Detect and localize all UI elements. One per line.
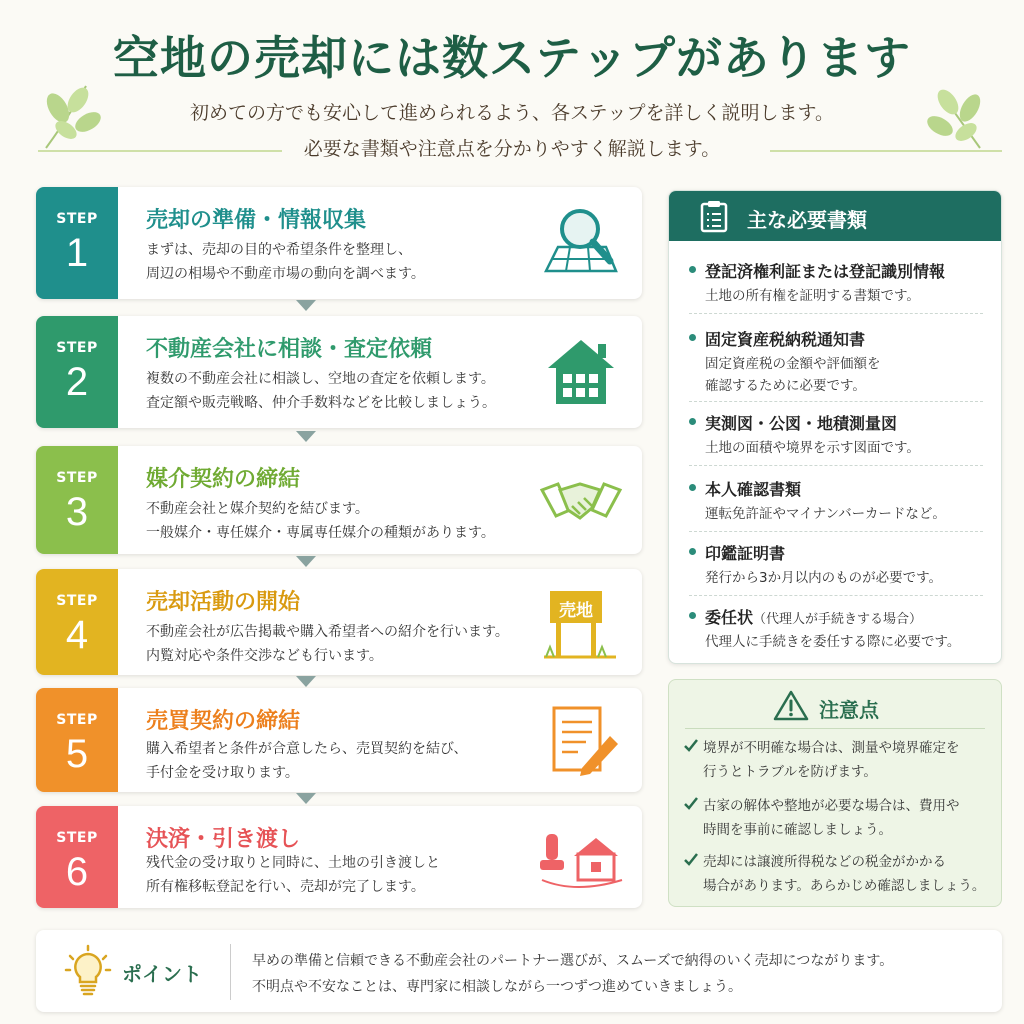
leaf-right-icon <box>900 82 990 150</box>
step-arrow <box>296 676 316 687</box>
point-label: ポイント <box>122 962 202 986</box>
page-title: 空地の売却には数ステップがあります <box>112 31 912 85</box>
step-desc-line-2: 査定額や販売戦略、仲介手数料などを比較しましょう。 <box>146 395 496 411</box>
step-desc-line-1: まずは、売却の目的や希望条件を整理し、 <box>146 242 412 258</box>
lightbulb-icon <box>64 944 112 998</box>
bullet-icon <box>689 612 696 619</box>
divider <box>230 944 231 1000</box>
leaf-left-icon <box>38 78 118 150</box>
contract-icon <box>536 702 626 782</box>
document-desc: 運転免許証やマイナンバーカードなど。 <box>705 506 946 522</box>
caution-line-2: 行うとトラブルを防げます。 <box>703 764 877 780</box>
document-desc-2: 確認するために必要です。 <box>705 378 866 394</box>
sale-sign-text: 売地 <box>559 601 593 621</box>
document-desc: 土地の所有権を証明する書類です。 <box>705 288 920 304</box>
point-box <box>36 930 1002 1012</box>
point-text-line-2: 不明点や不安なことは、専門家に相談しながら一つずつ進めていきましょう。 <box>252 979 742 995</box>
step-badge-2 <box>36 316 118 428</box>
document-desc: 固定資産税の金額や評価額を <box>705 356 881 372</box>
document-title: 固定資産税納税通知書 <box>705 330 866 349</box>
required-documents-panel <box>668 190 1002 664</box>
step-desc-line-2: 周辺の相場や不動産市場の動向を調べます。 <box>146 266 425 282</box>
step-word: STEP <box>56 211 98 227</box>
document-title: 印鑑証明書 <box>705 544 786 563</box>
point-text-line-1: 早めの準備と信頼できる不動産会社のパートナー選びが、スムーズで納得のいく売却につながります。 <box>252 953 894 969</box>
documents-header <box>669 191 1001 241</box>
header-divider-right <box>770 150 1002 152</box>
check-icon <box>683 850 699 870</box>
bullet-icon <box>689 418 696 425</box>
step-desc-line-1: 不動産会社が広告掲載や購入希望者への紹介を行います。 <box>146 624 509 640</box>
step-arrow <box>296 793 316 804</box>
step-number: 1 <box>65 231 89 275</box>
document-title: 登記済権利証または登記識別情報 <box>705 262 946 281</box>
caution-line-2: 場合があります。あらかじめ確認しましょう。 <box>703 878 986 894</box>
caution-line-1: 境界が不明確な場合は、測量や境界確定を <box>703 740 960 756</box>
divider <box>689 531 983 532</box>
step-number: 5 <box>65 732 89 776</box>
step-desc-line-1: 残代金の受け取りと同時に、土地の引き渡しと <box>146 855 440 871</box>
caution-line-1: 古家の解体や整地が必要な場合は、費用や <box>703 798 960 814</box>
step-desc-line-1: 購入希望者と条件が合意したら、売買契約を結び、 <box>146 741 468 757</box>
bullet-icon <box>689 334 696 341</box>
step-arrow <box>296 431 316 442</box>
caution-line-2: 時間を事前に確認しましょう。 <box>703 822 892 838</box>
step-card-1 <box>36 187 642 299</box>
step-card-3 <box>36 446 642 554</box>
step-badge-4 <box>36 569 118 675</box>
warning-icon <box>773 689 809 721</box>
document-title: 本人確認書類 <box>705 480 802 499</box>
step-badge-6 <box>36 806 118 908</box>
divider <box>689 401 983 402</box>
step-badge-1 <box>36 187 118 299</box>
divider <box>689 465 983 466</box>
document-desc: 発行から3か月以内のものが必要です。 <box>705 570 943 586</box>
house-icon <box>536 330 626 410</box>
step-card-6 <box>36 806 642 908</box>
step-title: 決済・引き渡し <box>146 827 301 852</box>
step-number: 6 <box>65 850 89 894</box>
caution-title: 注意点 <box>819 698 879 722</box>
caution-panel <box>668 679 1002 907</box>
clipboard-icon <box>697 199 731 233</box>
check-icon <box>683 794 699 814</box>
divider <box>685 728 985 729</box>
bullet-icon <box>689 484 696 491</box>
stamp-house-icon <box>536 820 626 900</box>
step-card-2 <box>36 316 642 428</box>
step-desc-line-2: 所有権移転登記を行い、売却が完了します。 <box>146 879 425 895</box>
document-desc: 土地の面積や境界を示す図面です。 <box>705 440 920 456</box>
caution-line-1: 売却には譲渡所得税などの税金がかかる <box>703 854 946 870</box>
document-title-text: 委任状 <box>705 608 754 627</box>
document-title-note: （代理人が手続きする場合） <box>753 612 923 627</box>
step-card-4 <box>36 569 642 675</box>
divider <box>689 595 983 596</box>
header-divider-left <box>38 150 282 152</box>
step-card-5 <box>36 688 642 792</box>
step-badge-3 <box>36 446 118 554</box>
document-desc: 代理人に手続きを委任する際に必要です。 <box>705 634 961 650</box>
document-title: 実測図・公図・地積測量図 <box>705 414 898 433</box>
step-arrow <box>296 556 316 567</box>
magnifier-map-icon <box>536 201 626 281</box>
step-desc-line-1: 複数の不動産会社に相談し、空地の査定を依頼します。 <box>146 371 495 387</box>
step-word: STEP <box>56 712 98 728</box>
check-icon <box>683 736 699 756</box>
step-number: 4 <box>65 613 89 657</box>
step-desc-line-2: 一般媒介・専任媒介・専属専任媒介の種類があります。 <box>146 525 495 541</box>
subtitle-line-1: 初めての方でも安心して進められるよう、各ステップを詳しく説明します。 <box>189 102 835 124</box>
step-title: 売却活動の開始 <box>146 590 301 615</box>
step-desc-line-2: 内覧対応や条件交渉なども行います。 <box>146 648 383 664</box>
step-desc-line-2: 手付金を受け取ります。 <box>146 765 299 781</box>
step-title: 売買契約の締結 <box>146 709 301 734</box>
documents-title: 主な必要書類 <box>747 208 867 232</box>
step-title: 売却の準備・情報収集 <box>146 208 367 233</box>
step-word: STEP <box>56 340 98 356</box>
step-title: 媒介契約の締結 <box>146 467 301 492</box>
handshake-icon <box>536 460 626 540</box>
step-desc-line-1: 不動産会社と媒介契約を結びます。 <box>146 501 369 517</box>
step-title: 不動産会社に相談・査定依頼 <box>146 337 433 362</box>
step-word: STEP <box>56 830 98 846</box>
step-number: 2 <box>65 360 89 404</box>
document-title <box>705 605 922 628</box>
bullet-icon <box>689 548 696 555</box>
subtitle-line-2: 必要な書類や注意点を分かりやすく解説します。 <box>303 138 721 160</box>
step-word: STEP <box>56 593 98 609</box>
step-number: 3 <box>65 490 89 534</box>
step-badge-5 <box>36 688 118 792</box>
step-word: STEP <box>56 470 98 486</box>
page-header <box>0 0 1024 175</box>
divider <box>689 313 983 314</box>
sale-sign-icon <box>536 583 626 663</box>
step-arrow <box>296 300 316 311</box>
bullet-icon <box>689 266 696 273</box>
